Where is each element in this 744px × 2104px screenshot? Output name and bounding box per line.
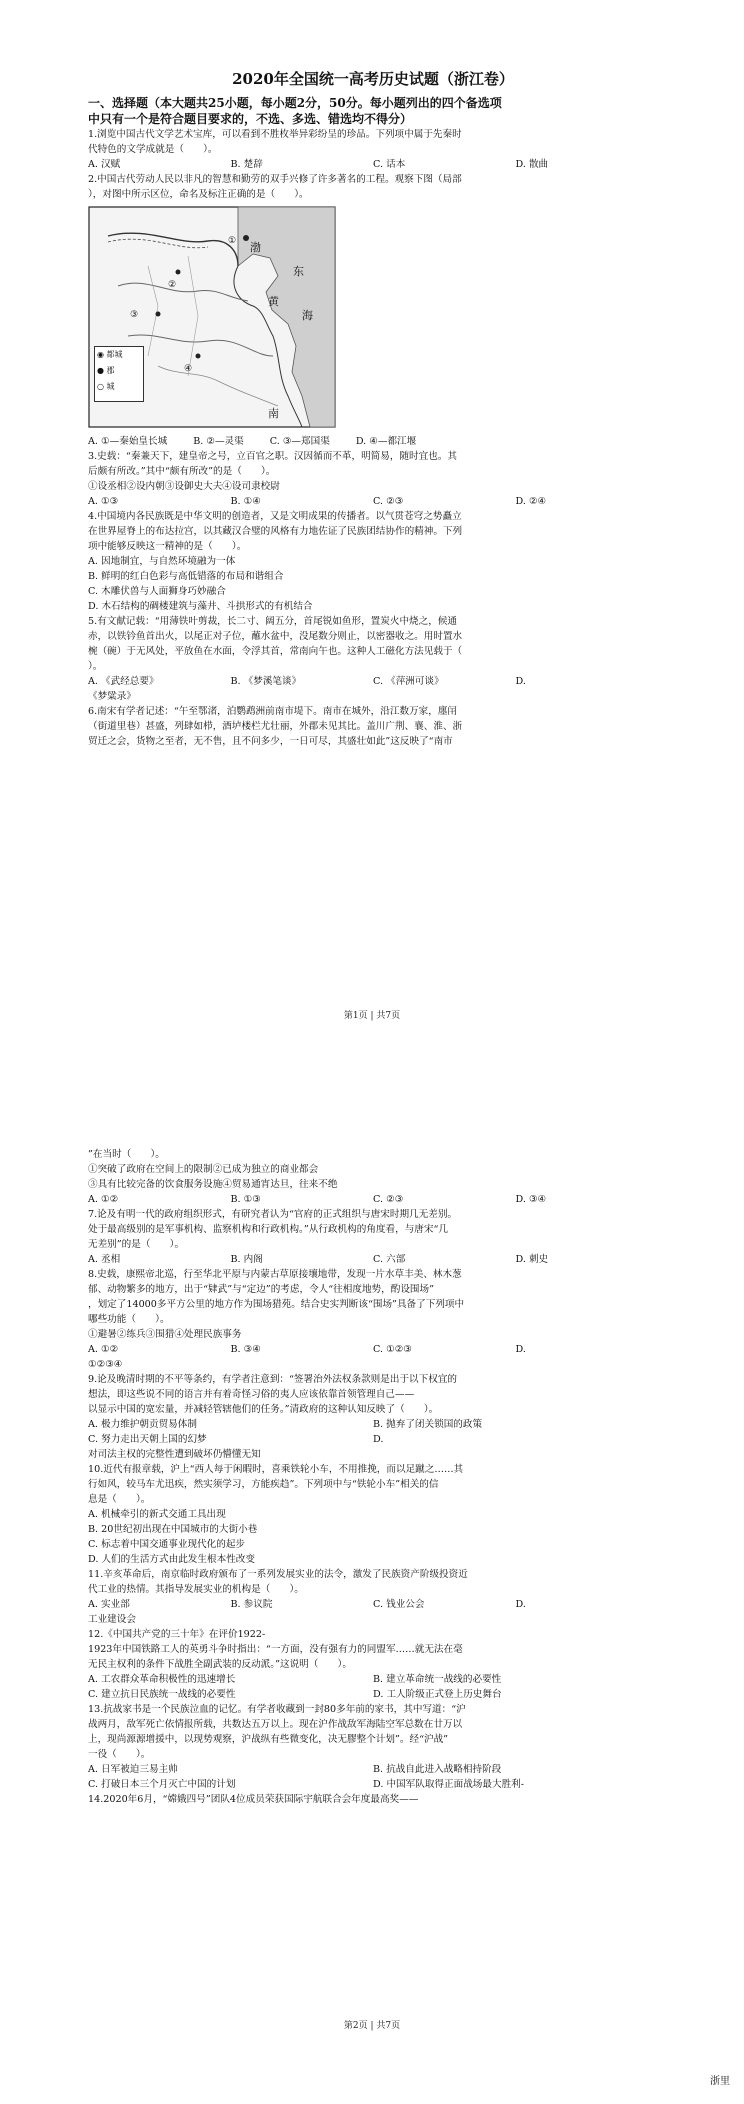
- question-4: [88, 509, 658, 614]
- question-text: 赤，以铁钤鱼首出火，以尾正对子位，蘸水盆中，没尾数分则止，以密器收之。用时置水: [88, 631, 463, 642]
- question-13: [88, 1702, 658, 1792]
- option-d: D.: [515, 1599, 526, 1610]
- options-row: [88, 1777, 658, 1792]
- question-14: [88, 1792, 658, 1807]
- question-text: ①避暑②练兵③围猎④处理民族事务: [88, 1329, 242, 1340]
- question-text: 在世界屋脊上的布达拉宫，以其藏汉合璧的风格有力地佐证了民族团结协作的精神。下列: [88, 526, 463, 537]
- option-a: A. 汉赋: [88, 159, 121, 170]
- options-row: [88, 1417, 658, 1432]
- option-a: A. 极力维护朝贡贸易体制: [88, 1419, 197, 1430]
- option-b: B. 《梦溪笔谈》: [230, 676, 302, 687]
- question-text: 想法，即这些说不同的语言并有着奇怪习俗的夷人应该依靠首领管理自己——: [88, 1389, 415, 1400]
- option-b: B. 抛弃了闭关锁国的政策: [373, 1419, 483, 1430]
- question-text: 无民主权利的条件下战胜全副武装的反动派。”这说明（ ）。: [88, 1659, 352, 1670]
- page-2: [0, 1125, 744, 2104]
- option-a: A. 《武经总要》: [88, 676, 159, 687]
- question-11: [88, 1567, 658, 1627]
- option-d: D. 工人阶级正式登上历史舞台: [373, 1689, 502, 1700]
- option-c: C. 标志着中国交通事业现代化的起步: [88, 1539, 246, 1550]
- map-label-hai: 海: [302, 309, 313, 322]
- option-c: C. 钱业公会: [373, 1599, 425, 1610]
- question-10: [88, 1462, 658, 1567]
- question-6: [88, 704, 658, 749]
- question-text: （街道里巷）甚盛，列肆如栉，酒垆楼栏尤壮丽，外郡未见其比。盖川广荆、襄、淮、浙: [88, 721, 463, 732]
- legend-commandery: ● 郡: [97, 366, 115, 375]
- map-marker-2: ②: [168, 280, 177, 290]
- question-text: 一役（ ）。: [88, 1749, 151, 1760]
- map-point: [176, 270, 181, 275]
- options-row: [88, 1762, 658, 1777]
- question-text: 项中能够反映这一精神的是（ ）。: [88, 541, 247, 552]
- option-b: B. 20世纪初出现在中国城市的大街小巷: [88, 1524, 258, 1535]
- question-text: 上，现尚源源增援中，以现势观察，沪战纵有些微变化，决无膠整个计划”。经“沪战”: [88, 1734, 449, 1745]
- question-text: 9.论及晚清时期的不平等条约，有学者注意到：“签署治外法权条款则是出于以下权宜的: [88, 1374, 458, 1385]
- map-marker-4: ④: [184, 364, 193, 374]
- option-b: B. ①③: [230, 1194, 261, 1205]
- question-7: [88, 1207, 658, 1267]
- option-d: D. 散曲: [515, 159, 549, 170]
- question-5: [88, 614, 658, 704]
- option-b: B. 参议院: [230, 1599, 273, 1610]
- question-text: 处于最高级别的是军事机构、监察机构和行政机构。”从行政机构的角度看，与唐宋“几: [88, 1224, 448, 1235]
- option-a: A. ①③: [88, 496, 119, 507]
- option-a: A. ①②: [88, 1194, 119, 1205]
- option-a: A. 因地制宜，与自然环境融为一体: [88, 556, 236, 567]
- option-b: B. 建立革命统一战线的必要性: [373, 1674, 502, 1685]
- question-text: 无差别”的是（ ）。: [88, 1239, 185, 1250]
- question-text: 4.中国境内各民族既是中华文明的创造者，又是文明成果的传播者。以气贯苍穹之势矗立: [88, 511, 462, 522]
- question-text: 10.近代有报章载，沪上“西人每于闲暇时，喜乘铁轮小车，不用推挽，而以足蹴之……其: [88, 1464, 464, 1475]
- option-d-text: 工业建设会: [88, 1614, 136, 1625]
- question-text: 7.论及有明一代的政府组织形式，有研究者认为“官府的正式组织与唐宋时期几无差别。: [88, 1209, 458, 1220]
- map-label-dong: 东: [293, 265, 304, 278]
- question-text: 代特色的文学成就是（ ）。: [88, 144, 218, 155]
- page-footer: 第2页 | 共7页: [343, 2021, 401, 2031]
- question-text: 3.史载：“秦兼天下，建皇帝之号，立百官之职。汉因循而不革，明简易，随时宜也。其: [88, 451, 458, 462]
- option-d: D. 中国军队取得正面战场最大胜利-: [373, 1779, 525, 1790]
- corner-watermark-text: 浙里: [710, 2076, 730, 2087]
- options-row: [88, 1672, 658, 1687]
- option-a: A. 实业部: [88, 1599, 130, 1610]
- option-d-text: 对司法主权的完整性遭到破坏仍懵懂无知: [88, 1449, 261, 1460]
- question-text: 8.史载，康熙帝北巡，行至华北平原与内蒙古草原接壤地带，发现一片水草丰美、林木葱: [88, 1269, 462, 1280]
- option-b: B. 抗战自此进入战略相持阶段: [373, 1764, 502, 1775]
- page-footer: 第1页 | 共7页: [343, 1011, 401, 1021]
- question-text: 12.《中国共产党的三十年》在评价1922-: [88, 1629, 266, 1640]
- option-a: A. 机械牵引的新式交通工具出现: [88, 1509, 226, 1520]
- question-text: ①突破了政府在空间上的限制②已成为独立的商业都会: [88, 1164, 319, 1175]
- option-c: C. ①②③: [373, 1344, 412, 1355]
- question-text: 11.辛亥革命后，南京临时政府颁布了一系列发展实业的法令，激发了民族资产阶级投资近: [88, 1569, 468, 1580]
- question-text: 行如风，较马车尤迅疾，然实须学习，方能疾趋”。下列项中与“铁轮小车”相关的信: [88, 1479, 439, 1490]
- option-a: A. ①—秦始皇长城: [88, 436, 168, 447]
- option-d: D. ③④: [515, 1194, 547, 1205]
- option-c: C. 打破日本三个月灭亡中国的计划: [88, 1779, 236, 1790]
- option-d: D.: [373, 1434, 384, 1445]
- option-a: A. 丞相: [88, 1254, 121, 1265]
- option-c: C. 六部: [373, 1254, 406, 1265]
- option-b: B. ②—灵渠: [193, 436, 244, 447]
- question-text: 1923年中国铁路工人的英勇斗争时指出：“一方面，没有强有力的同盟军……就无法在毫: [88, 1644, 463, 1655]
- options-row: [88, 1432, 658, 1447]
- options-row: [88, 674, 658, 689]
- legend-city: ○ 城: [97, 382, 115, 391]
- map-marker-3: ③: [130, 310, 139, 320]
- question-text: 后颇有所改。”其中“颇有所改”的是（ ）。: [88, 466, 276, 477]
- question-text: ）。: [88, 661, 103, 672]
- exam-title: 2020年全国统一高考历史试题（浙江卷）: [232, 70, 514, 88]
- question-text: 14.2020年6月，“嫦娥四号”团队4位成员荣获国际宇航联合会年度最高奖——: [88, 1794, 419, 1805]
- page-2-content: [88, 1147, 658, 1807]
- question-text: 6.南宋有学者记述：“午至鄂渚，泊鹦鹉洲前南市堤下。南市在城外，沿江数万家，廛闬: [88, 706, 458, 717]
- option-d: D. 人们的生活方式由此发生根本性改变: [88, 1554, 255, 1565]
- options-row: [88, 1687, 658, 1702]
- question-text: 5.有文献记载：“用薄铁叶剪裁，长二寸、阔五分，首尾锐如鱼形，置炭火中烧之，候通: [88, 616, 458, 627]
- options-row: [88, 494, 658, 509]
- option-b: B. 楚辞: [230, 159, 263, 170]
- map-label-huang: 黄: [268, 295, 279, 308]
- question-text: 以显示中国的宽宏量，并减轻管辖他们的任务。”清政府的这种认知反映了（ ）。: [88, 1404, 439, 1415]
- question-text: 2.中国古代劳动人民以非凡的智慧和勤劳的双手兴修了许多著名的工程。观察下图（局部: [88, 174, 462, 185]
- option-d-text: 《梦粱录》: [88, 691, 136, 702]
- question-text: ①设丞相②设内朝③设御史大夫④设司隶校尉: [88, 481, 280, 492]
- map-label-nan: 南: [268, 407, 279, 420]
- question-text: 1.浏览中国古代文学艺术宝库，可以看到不胜枚举异彩纷呈的珍品。下列项中属于先秦时: [88, 129, 462, 140]
- question-text: ，划定了14000多平方公里的地方作为围场猎苑。结合史实判断该“围场”具备了下列项中: [88, 1299, 465, 1310]
- question-text: ③具有比较完备的饮食服务设施④贸易通宵达旦，往来不绝: [88, 1179, 338, 1190]
- question-12: [88, 1627, 658, 1702]
- option-c: C. ②③: [373, 496, 404, 507]
- option-b: B. ①④: [230, 496, 261, 507]
- question-text: 郁、动物繁多的地方，出于“肄武”与“定边”的考虑，令人“往相度地势，酌设围场”: [88, 1284, 435, 1295]
- option-d: D. 木石结构的碉楼建筑与藻井、斗拱形式的有机结合: [88, 601, 313, 612]
- question-text: 13.抗战家书是一个民族泣血的记忆。有学者收藏到一封80多年前的家书，其中写道：“沪: [88, 1704, 466, 1715]
- question-text: 战两月，敌军死亡依情报所载，共数达五万以上。现在沪作战敌军海陆空军总数在廿万以: [88, 1719, 463, 1730]
- option-b: B. ③④: [230, 1344, 261, 1355]
- option-d: D. 刺史: [515, 1254, 549, 1265]
- question-text: ”在当时（ ）。: [88, 1149, 165, 1160]
- option-c: C. 努力走出天朝上国的幻梦: [88, 1434, 207, 1445]
- page-1: [0, 0, 744, 1030]
- map-point: [156, 312, 161, 317]
- option-c: C. 木雕伏兽与人面狮身巧妙融合: [88, 586, 226, 597]
- option-d: D.: [515, 676, 526, 687]
- options-row: [88, 1597, 658, 1612]
- historical-map: [88, 206, 336, 428]
- option-a: A. 日军被迫三易主帅: [88, 1764, 178, 1775]
- question-1: [88, 127, 658, 172]
- option-d: D. ④—都江堰: [355, 436, 417, 447]
- map-label-bo: 渤: [250, 241, 261, 254]
- question-text: 椀（碗）于无风处，平放鱼在水面，令浮其首，常南向午也。这种人工磁化方法见载于（: [88, 646, 463, 657]
- question-text: 哪些功能（ ）。: [88, 1314, 170, 1325]
- options-row: [88, 1342, 658, 1357]
- option-c: C. 建立抗日民族统一战线的必要性: [88, 1689, 236, 1700]
- question-8: [88, 1267, 658, 1372]
- section-heading-line-1: 一、选择题（本大题共25小题，每小题2分，50分。每小题列出的四个备选项: [88, 96, 502, 110]
- question-3: [88, 449, 658, 509]
- map-marker-1: ①: [228, 236, 237, 246]
- question-6-continued: [88, 1147, 658, 1207]
- map-point: [196, 354, 201, 359]
- question-text: ），对图中所示区位，命名及标注正确的是（ ）。: [88, 189, 309, 200]
- option-a: A. ①②: [88, 1344, 119, 1355]
- option-d: D.: [515, 1344, 526, 1355]
- option-d-text: ①②③④: [88, 1359, 123, 1370]
- option-c: C. ②③: [373, 1194, 404, 1205]
- question-9: [88, 1372, 658, 1462]
- question-text: 贸迁之会，货物之至者，无不售，且不问多少，一日可尽，其盛壮如此”这反映了“南市: [88, 736, 453, 747]
- option-a: A. 工农群众革命积极性的迅速增长: [88, 1674, 236, 1685]
- page-1-content: [88, 72, 658, 749]
- question-2: [88, 172, 658, 449]
- options-row: [88, 434, 658, 449]
- option-c: C. 《萍洲可谈》: [373, 676, 444, 687]
- map-point: [243, 235, 249, 241]
- section-heading-line-2: 中只有一个是符合题目要求的，不选、多选、错选均不得分）: [88, 112, 413, 126]
- question-text: 息是（ ）。: [88, 1494, 151, 1505]
- option-b: B. 内阁: [230, 1254, 263, 1265]
- options-row: [88, 157, 658, 172]
- options-row: [88, 1252, 658, 1267]
- option-d: D. ②④: [515, 496, 547, 507]
- map-legend: [94, 346, 144, 402]
- question-text: 代工业的热情。其指导发展实业的机构是（ ）。: [88, 1584, 304, 1595]
- option-b: B. 鲜明的红白色彩与高低错落的布局和谐组合: [88, 571, 284, 582]
- legend-capital: ◉ 都城: [97, 350, 123, 359]
- option-c: C. 话本: [373, 159, 406, 170]
- options-row: [88, 1192, 658, 1207]
- option-c: C. ③—郑国渠: [269, 436, 330, 447]
